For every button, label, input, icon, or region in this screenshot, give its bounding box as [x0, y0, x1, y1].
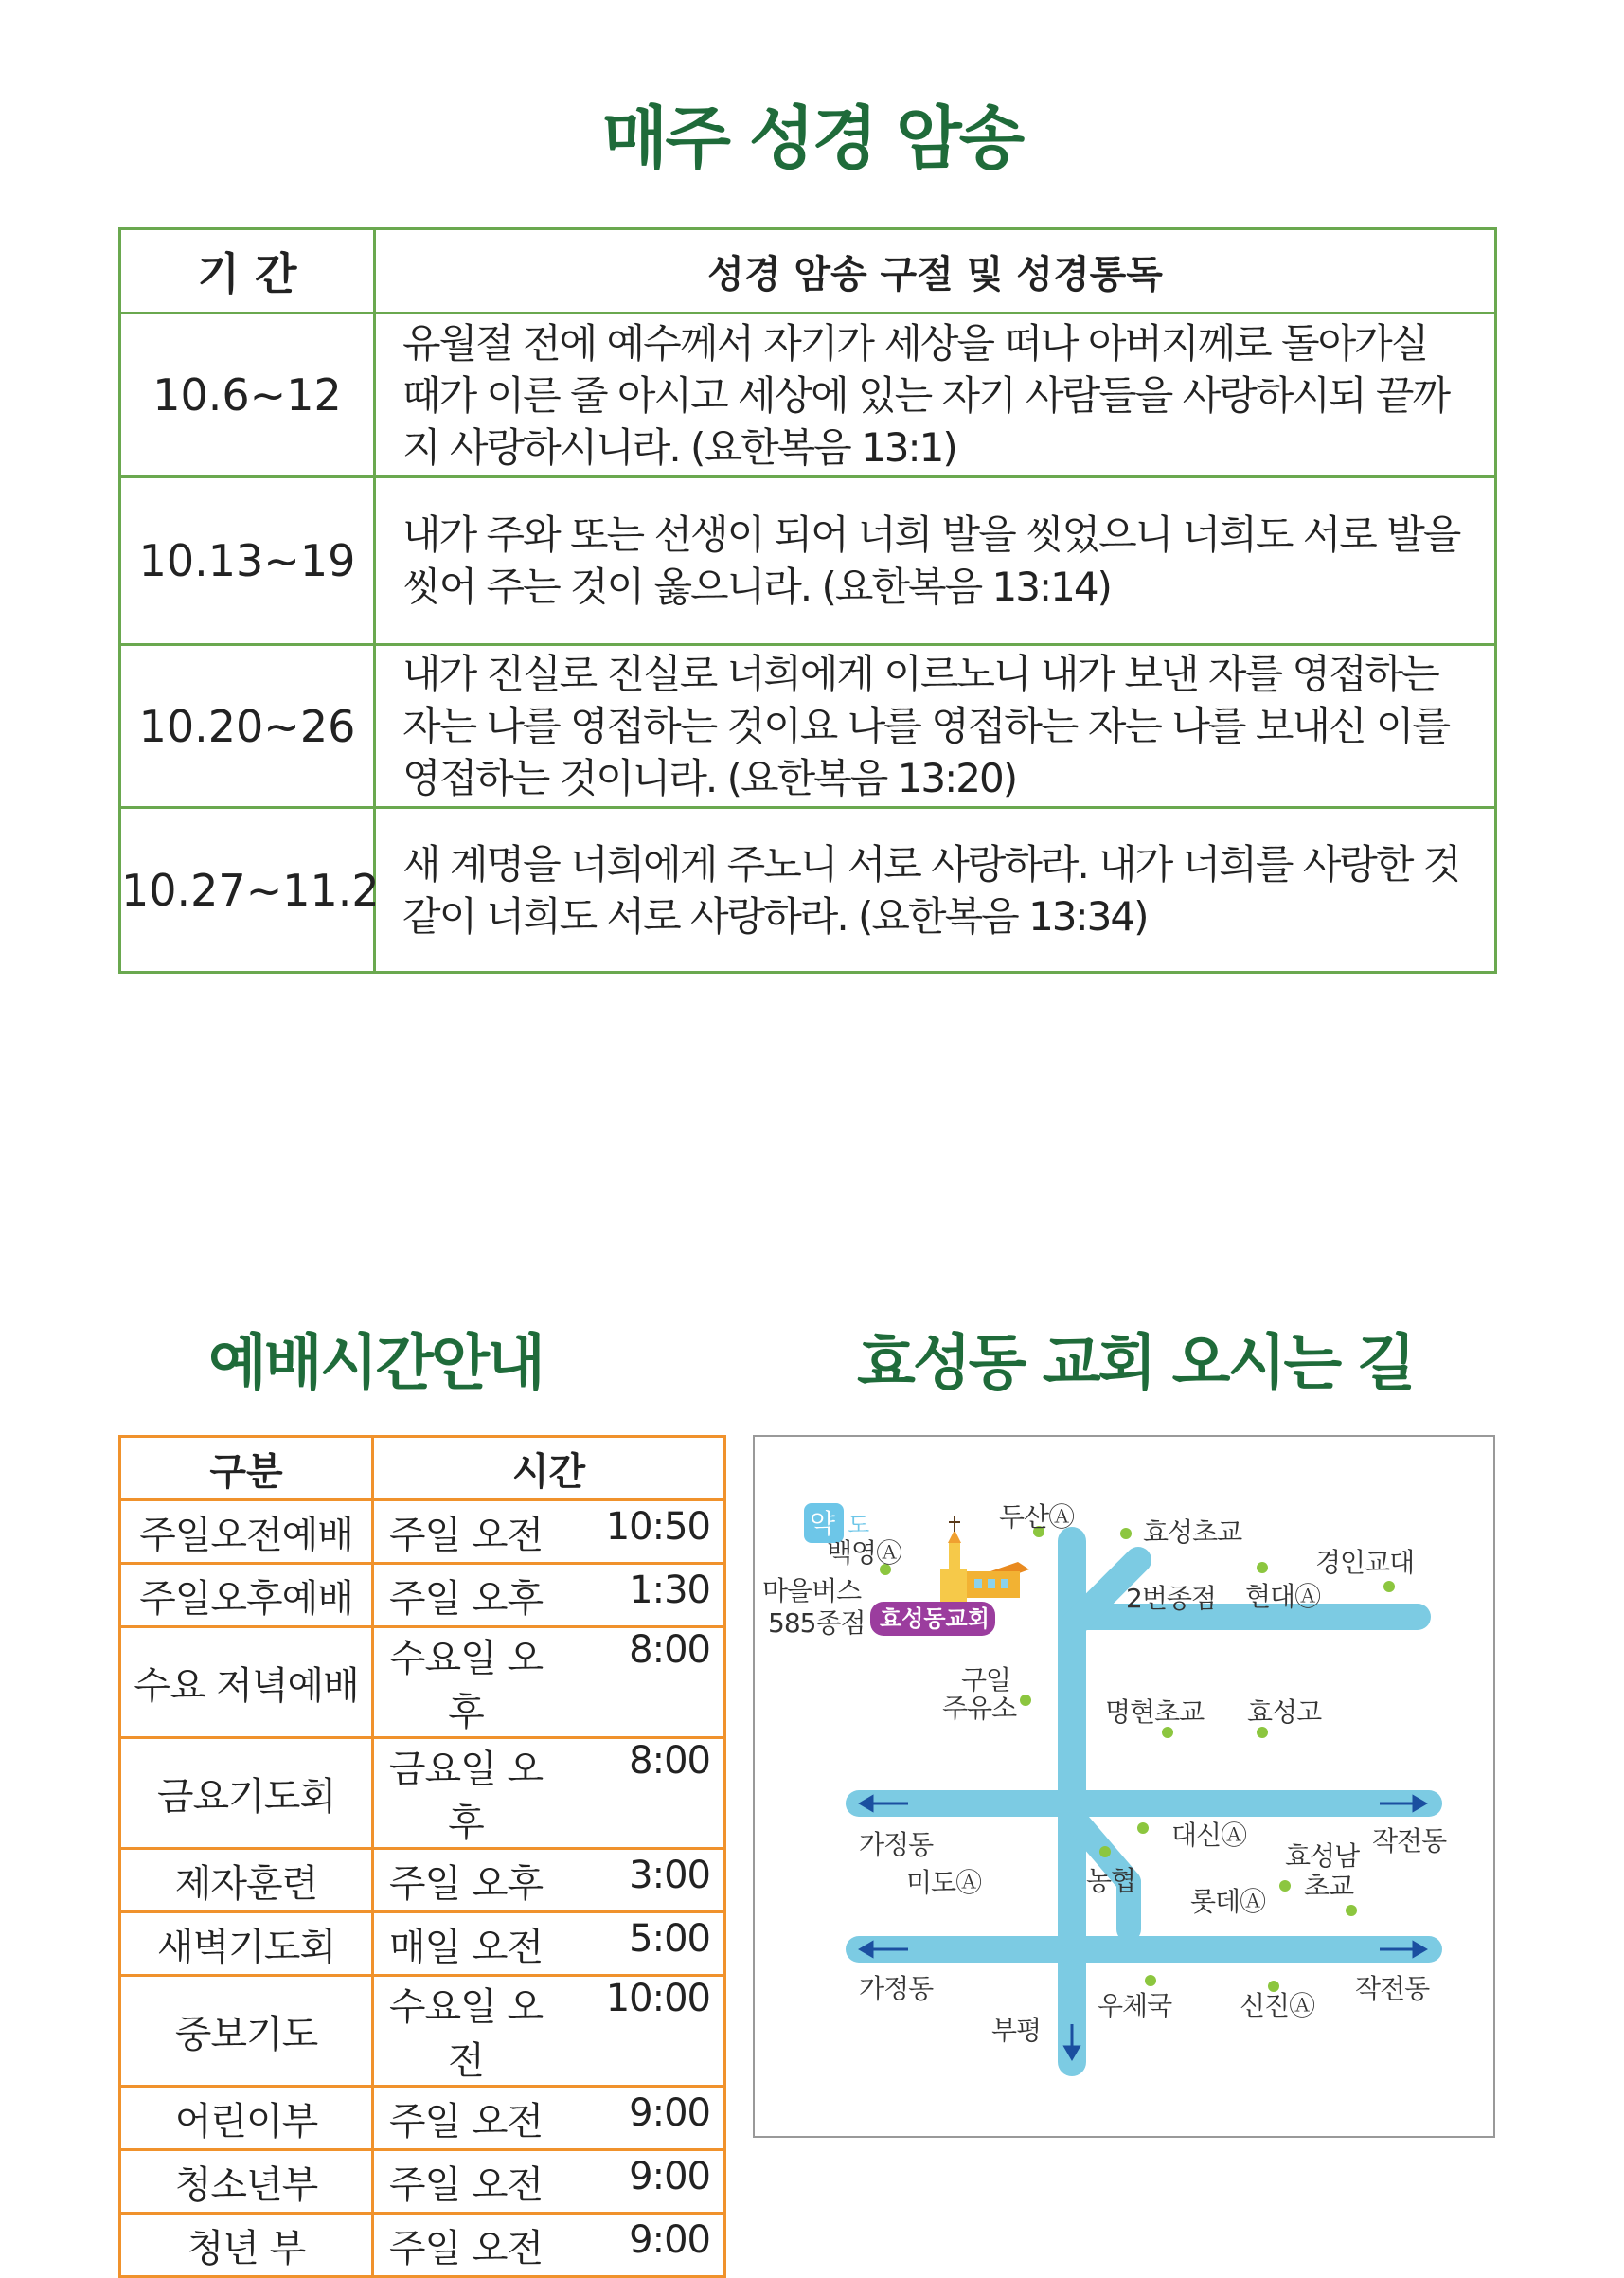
label-hyoseong-elementary: 효성초교 — [1143, 1516, 1242, 1548]
table-header-row — [120, 1437, 725, 1500]
service-name: 중보기도 — [120, 1976, 373, 2087]
label-nonghyup: 농협 — [1086, 1865, 1136, 1896]
time-header: 시간 — [373, 1437, 725, 1500]
label-gajeong-upper: 가정동 — [859, 1829, 934, 1860]
service-name: 주일오전예배 — [120, 1500, 373, 1564]
verse-cell: 유월절 전에 예수께서 자기가 세상을 떠나 아버지께로 돌아가실 때가 이른 줄 아시고 세상에 있는 자기 사람들을 사랑하시되 끝까지 사랑하시니라. (요한복음 13:1) — [375, 314, 1496, 477]
verse-cell: 내가 진실로 진실로 너희에게 이르노니 내가 보낸 자를 영접하는 자는 나를 영접하는 것이요 나를 영접하는 자는 나를 보내신 이를 영접하는 것이니라. (요한복음 13:20) — [375, 645, 1496, 808]
service-time: 8:00 — [629, 1739, 710, 1783]
service-time: 9:00 — [629, 2090, 710, 2135]
table-row — [120, 808, 1496, 973]
worship-schedule-table — [118, 1435, 726, 2278]
logo-main-text: 약 — [810, 1508, 836, 1539]
page-title: 매주 성경 암송 — [601, 99, 1023, 178]
label-village-bus: 마을버스 — [762, 1575, 862, 1606]
label-sinjin: 신진Ⓐ — [1240, 1990, 1315, 2021]
table-row — [120, 1564, 725, 1627]
service-day: 주일 오전 — [388, 2162, 544, 2207]
label-old-gas-station: 구일 — [961, 1664, 1011, 1695]
service-day: 주일 오전 — [388, 2226, 544, 2270]
table-row — [120, 2214, 725, 2277]
label-lotte: 롯데Ⓐ — [1190, 1886, 1266, 1917]
table-row — [120, 1500, 725, 1564]
table-row — [120, 1976, 725, 2087]
label-gajeong-lower: 가정동 — [859, 1973, 934, 2004]
table-row — [120, 1912, 725, 1976]
service-day: 수요일 오전 — [388, 1985, 544, 2083]
period-header: 기 간 — [120, 229, 375, 314]
label-hyoseongnam-school: 초교 — [1304, 1871, 1354, 1902]
memory-verse-table — [118, 227, 1497, 974]
label-gas-station: 주유소 — [942, 1693, 1017, 1724]
service-day: 매일 오전 — [388, 1925, 544, 1969]
label-stop2: 2번종점 — [1126, 1583, 1216, 1614]
label-daesin: 대신Ⓐ — [1171, 1820, 1247, 1851]
table-row — [120, 1738, 725, 1849]
verse-cell: 새 계명을 너희에게 주노니 서로 사랑하라. 내가 너희를 사랑한 것 같이 너희도 서로 사랑하라. (요한복음 13:34) — [375, 808, 1496, 973]
label-bus-stop: 585종점 — [768, 1607, 866, 1639]
service-name: 청소년부 — [120, 2150, 373, 2214]
verse-cell: 내가 주와 또는 선생이 되어 너희 발을 씻었으니 너희도 서로 발을 씻어 주는 것이 옳으니라. (요한복음 13:14) — [375, 477, 1496, 645]
service-time: 3:00 — [629, 1853, 710, 1897]
service-name: 주일오후예배 — [120, 1564, 373, 1627]
label-jakjeon-upper: 작전동 — [1372, 1825, 1447, 1856]
service-day: 수요일 오후 — [388, 1637, 544, 1734]
period-cell: 10.6~12 — [120, 314, 375, 477]
service-time: 8:00 — [629, 1628, 710, 1672]
label-hyoseong-high: 효성고 — [1247, 1696, 1322, 1728]
table-row — [120, 314, 1496, 477]
table-row — [120, 2087, 725, 2150]
table-row — [120, 645, 1496, 808]
label-baekyeong: 백영Ⓐ — [827, 1537, 902, 1569]
label-hyundai: 현대Ⓐ — [1245, 1581, 1321, 1612]
service-name: 어린이부 — [120, 2087, 373, 2150]
church-label: 효성동교회 — [880, 1605, 990, 1632]
service-name: 새벽기도회 — [120, 1912, 373, 1976]
label-myeonghyeon: 명현초교 — [1105, 1696, 1205, 1728]
service-time: 9:00 — [629, 2217, 710, 2262]
period-cell: 10.27~11.2 — [120, 808, 375, 973]
label-gyeongin: 경인교대 — [1315, 1547, 1415, 1578]
service-day: 주일 오전 — [388, 2099, 544, 2143]
service-name: 제자훈련 — [120, 1849, 373, 1912]
worship-section-title: 예배시간안내 — [208, 1329, 543, 1399]
service-day: 주일 오전 — [388, 1513, 544, 1557]
service-day: 금요일 오후 — [388, 1748, 544, 1845]
service-time: 10:00 — [605, 1977, 710, 2020]
directions-map — [753, 1435, 1495, 2138]
service-day: 주일 오후 — [388, 1576, 544, 1621]
table-header-row — [120, 229, 1496, 314]
table-row — [120, 1849, 725, 1912]
service-time: 5:00 — [629, 1916, 710, 1961]
service-day: 주일 오후 — [388, 1861, 544, 1906]
label-mido: 미도Ⓐ — [906, 1867, 982, 1898]
table-row — [120, 2150, 725, 2214]
table-row — [120, 1627, 725, 1738]
service-time: 9:00 — [629, 2154, 710, 2198]
label-jakjeon-lower: 작전동 — [1355, 1973, 1430, 2004]
service-time: 10:50 — [605, 1504, 710, 1549]
category-header: 구분 — [120, 1437, 373, 1500]
label-doosan: 두산Ⓐ — [999, 1501, 1075, 1533]
map-section-title: 효성동 교회 오시는 길 — [857, 1329, 1414, 1399]
table-row — [120, 477, 1496, 645]
service-name: 청년 부 — [120, 2214, 373, 2277]
service-name: 수요 저녁예배 — [120, 1627, 373, 1738]
label-bupyeong: 부평 — [991, 2015, 1042, 2046]
map-graphic — [755, 1437, 1493, 2136]
period-cell: 10.20~26 — [120, 645, 375, 808]
service-time: 1:30 — [629, 1568, 710, 1612]
logo-sub-text: 도 — [848, 1512, 870, 1538]
period-cell: 10.13~19 — [120, 477, 375, 645]
label-hyoseongnam: 효성남 — [1285, 1840, 1360, 1872]
service-name: 금요기도회 — [120, 1738, 373, 1849]
verse-header: 성경 암송 구절 및 성경통독 — [375, 229, 1496, 314]
label-post-office: 우체국 — [1098, 1990, 1172, 2021]
